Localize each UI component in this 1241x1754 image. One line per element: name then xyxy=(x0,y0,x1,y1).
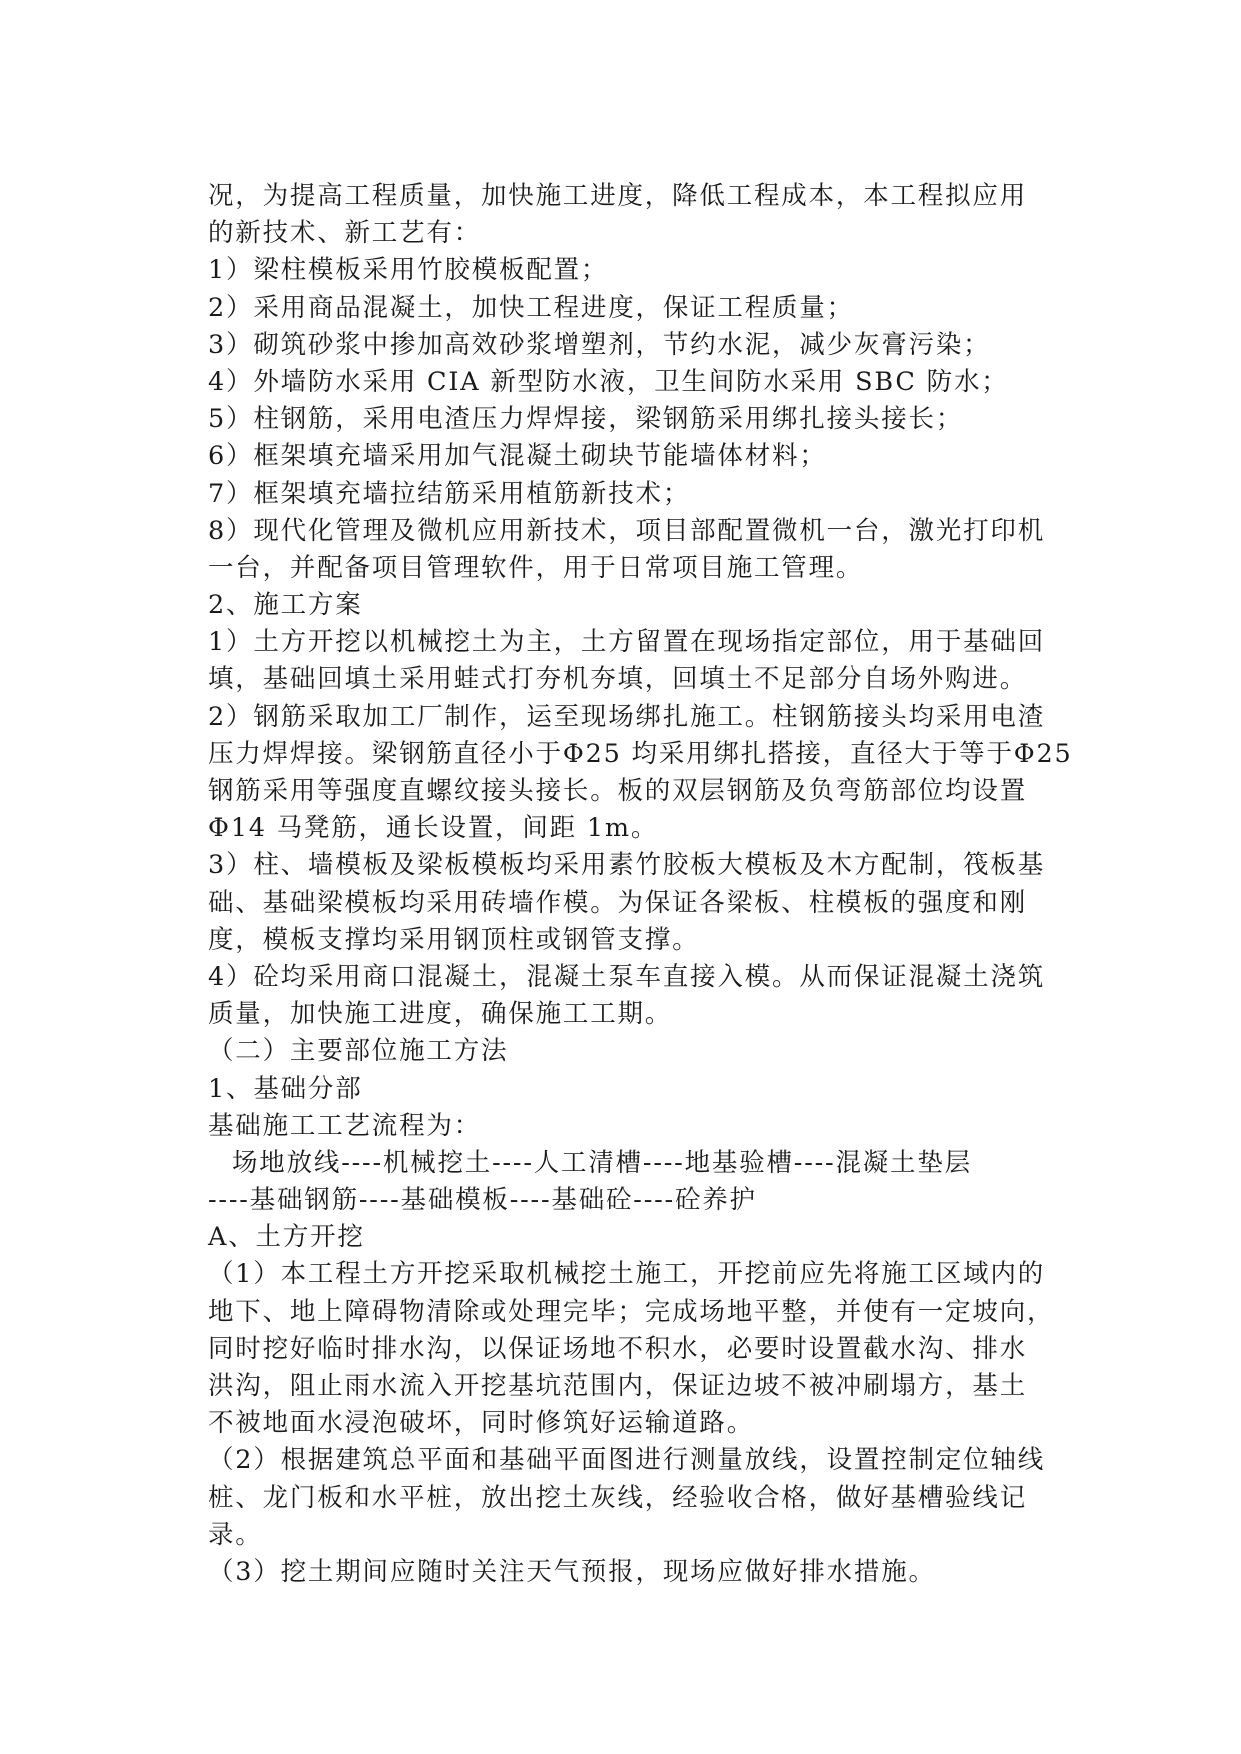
list-item: 2）钢筋采取加工厂制作，运至现场绑扎施工。柱钢筋接头均采用电渣 xyxy=(208,701,1046,732)
text-line: 不被地面水浸泡破坏，同时修筑好运输道路。 xyxy=(208,1408,755,1439)
text-line: 洪沟，阻止雨水流入开挖基坑范围内，保证边坡不被冲刷塌方，基土 xyxy=(208,1371,1028,1401)
list-item: （1）本工程土方开挖采取机械挖土施工，开挖前应先将施工区域内的 xyxy=(208,1259,1046,1290)
text-line: 地下、地上障碍物清除或处理完毕；完成场地平整，并使有一定坡向， xyxy=(208,1296,1055,1327)
list-item: 1）土方开挖以机械挖土为主，土方留置在现场指定部位，用于基础回 xyxy=(208,627,1046,658)
list-item: 5）柱钢筋，采用电渣压力焊焊接，梁钢筋采用绑扎接头接长； xyxy=(208,404,964,435)
text-line: 基础施工工艺流程为： xyxy=(208,1110,482,1141)
text-line: 质量，加快施工进度，确保施工工期。 xyxy=(208,999,673,1030)
text-line: 同时挖好临时排水沟，以保证场地不积水，必要时设置截水沟、排水 xyxy=(208,1333,1028,1364)
list-item: （3）挖土期间应随时关注天气预报，现场应做好排水措施。 xyxy=(208,1556,936,1587)
list-item: 3）砌筑砂浆中掺加高效砂浆增塑剂，节约水泥，减少灰膏污染； xyxy=(208,329,991,360)
list-item: 2）采用商品混凝土，加快工程进度，保证工程质量； xyxy=(208,292,854,323)
text-line: 度，模板支撑均采用钢顶柱或钢管支撑。 xyxy=(208,924,700,955)
text-line: 况，为提高工程质量，加快施工进度，降低工程成本，本工程拟应用 xyxy=(208,181,1028,211)
text-line: 录。 xyxy=(208,1519,263,1550)
list-item: 1）梁柱模板采用竹胶模板配置； xyxy=(208,255,609,286)
text-line: Φ14 马凳筋，通长设置，间距 1m。 xyxy=(208,813,659,844)
list-item: 8）现代化管理及微机应用新技术，项目部配置微机一台，激光打印机 xyxy=(208,515,1046,546)
list-item: 6）框架填充墙采用加气混凝土砌块节能墙体材料； xyxy=(208,441,827,472)
text-line: 的新技术、新工艺有： xyxy=(208,218,482,249)
list-item: （2）根据建筑总平面和基础平面图进行测量放线，设置控制定位轴线 xyxy=(208,1445,1046,1476)
text-line: 础、基础梁模板均采用砖墙作模。为保证各梁板、柱模板的强度和刚 xyxy=(208,887,1028,918)
text-line: 填，基础回填土采用蛙式打夯机夯填，回填土不足部分自场外购进。 xyxy=(208,664,1028,695)
list-item: 3）柱、墙模板及梁板模板均采用素竹胶板大模板及木方配制，筏板基 xyxy=(208,850,1046,881)
list-item: 7）框架填充墙拉结筋采用植筋新技术； xyxy=(208,478,691,509)
section-heading: A、土方开挖 xyxy=(208,1222,365,1253)
document-body xyxy=(208,178,1086,1591)
text-line: 桩、龙门板和水平桩，放出挖土灰线，经验收合格，做好基槽验线记 xyxy=(208,1482,1028,1513)
text-line: 一台，并配备项目管理软件，用于日常项目施工管理。 xyxy=(208,552,864,583)
list-item: 4）砼均采用商口混凝土，混凝土泵车直接入模。从而保证混凝土浇筑 xyxy=(208,961,1046,992)
process-flow: 场地放线----机械挖土----人工清槽----地基验槽----混凝土垫层 xyxy=(232,1147,972,1178)
text-line: 钢筋采用等强度直螺纹接头接长。板的双层钢筋及负弯筋部位均设置 xyxy=(208,776,1028,806)
section-heading: 1、基础分部 xyxy=(208,1073,363,1104)
text-line: 压力焊焊接。梁钢筋直径小于Φ25 均采用绑扎搭接，直径大于等于Φ25 xyxy=(208,738,1073,769)
process-flow: ----基础钢筋----基础模板----基础砼----砼养护 xyxy=(208,1185,757,1216)
list-item: 4）外墙防水采用 CIA 新型防水液，卫生间防水采用 SBC 防水； xyxy=(208,366,1009,397)
section-heading: 2、施工方案 xyxy=(208,590,363,621)
section-heading: （二）主要部位施工方法 xyxy=(208,1036,509,1067)
